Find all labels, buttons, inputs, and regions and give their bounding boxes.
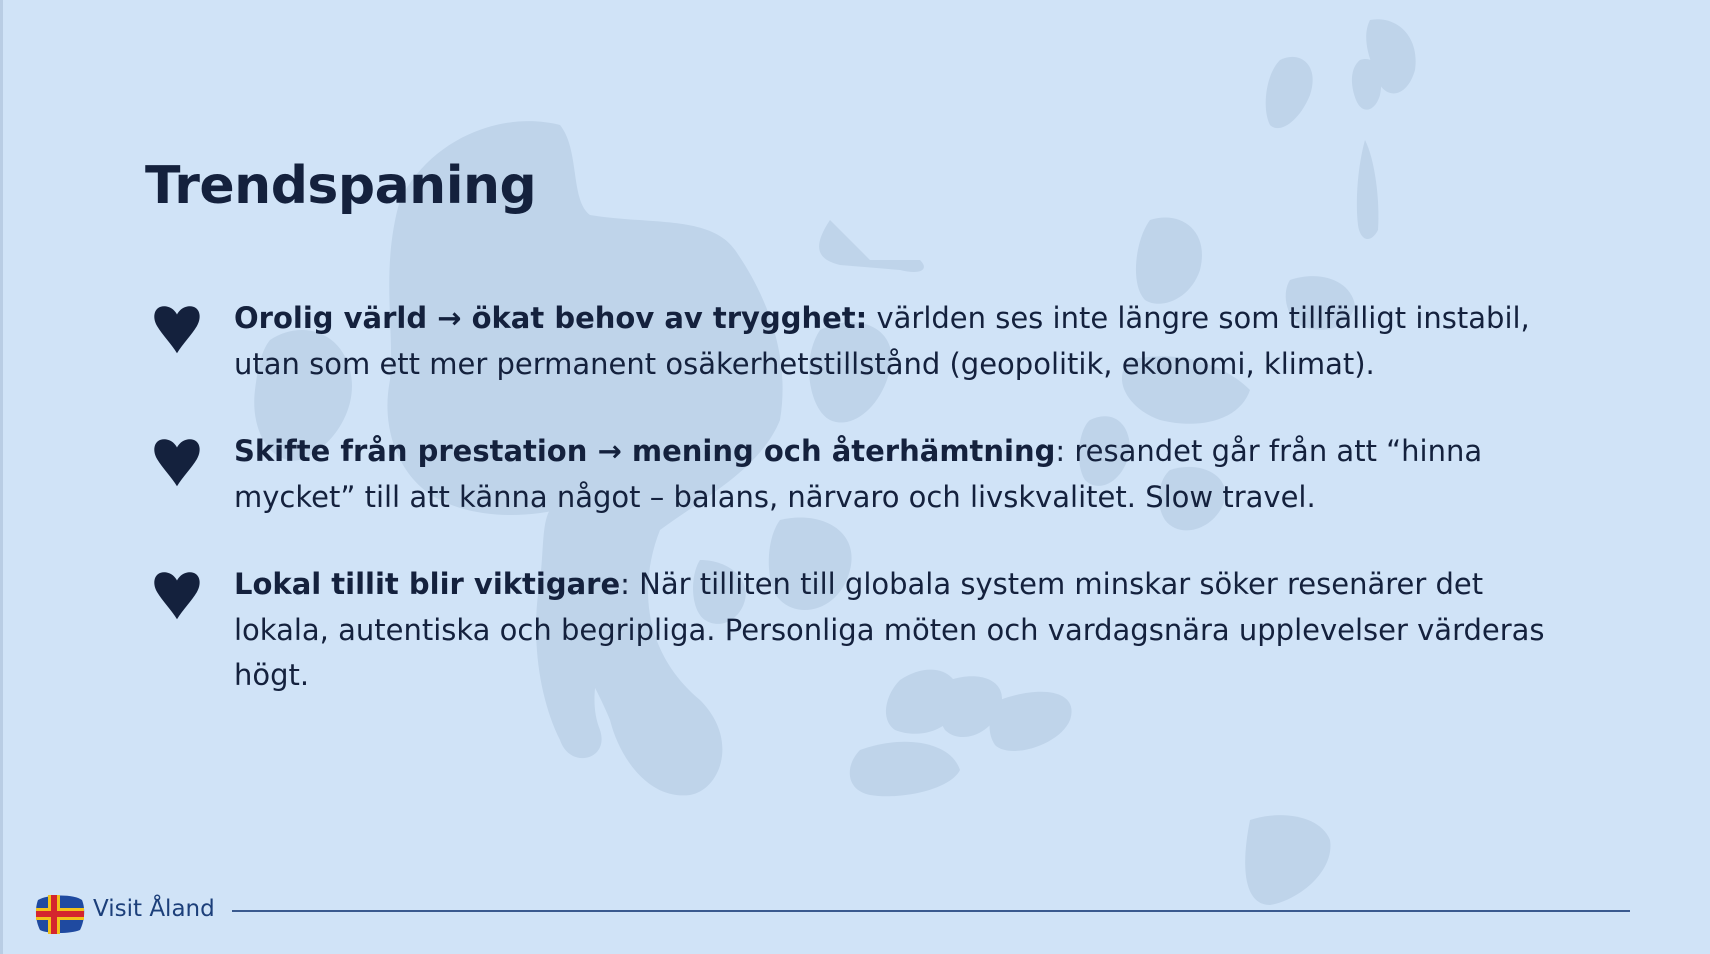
bullet-heading: Skifte från prestation → mening och återhämtning (234, 434, 1056, 468)
bullet-item (150, 562, 1580, 699)
bullet-text (234, 296, 1580, 387)
bullet-body: : resandet går från att “hinna mycket” till att känna något – balans, närvaro och livskvalitet. Slow travel. (234, 434, 1483, 514)
heart-icon (150, 433, 204, 489)
footer-divider (232, 910, 1630, 912)
brand-name: Visit Åland (93, 896, 215, 922)
bullet-text (234, 562, 1580, 699)
bullet-list (150, 296, 1580, 741)
bullet-item (150, 429, 1580, 520)
heart-icon (150, 300, 204, 356)
footer (0, 880, 1710, 940)
aland-flag-icon (34, 892, 86, 936)
bullet-heading: Orolig värld → ökat behov av trygghet: (234, 301, 868, 335)
bullet-text (234, 429, 1580, 520)
bullet-heading: Lokal tillit blir viktigare (234, 567, 621, 601)
slide-title: Trendspaning (145, 156, 537, 216)
bullet-body: : När tilliten till globala system minskar söker resenärer det lokala, autentiska och begripliga. Personliga möten och vardagsnära upplevelser värderas högt. (234, 567, 1545, 692)
heart-icon (150, 566, 204, 622)
bullet-body: världen ses inte längre som tillfälligt instabil, utan som ett mer permanent osäkerhetstillstånd (geopolitik, ekonomi, klimat). (234, 301, 1530, 381)
bullet-item (150, 296, 1580, 387)
